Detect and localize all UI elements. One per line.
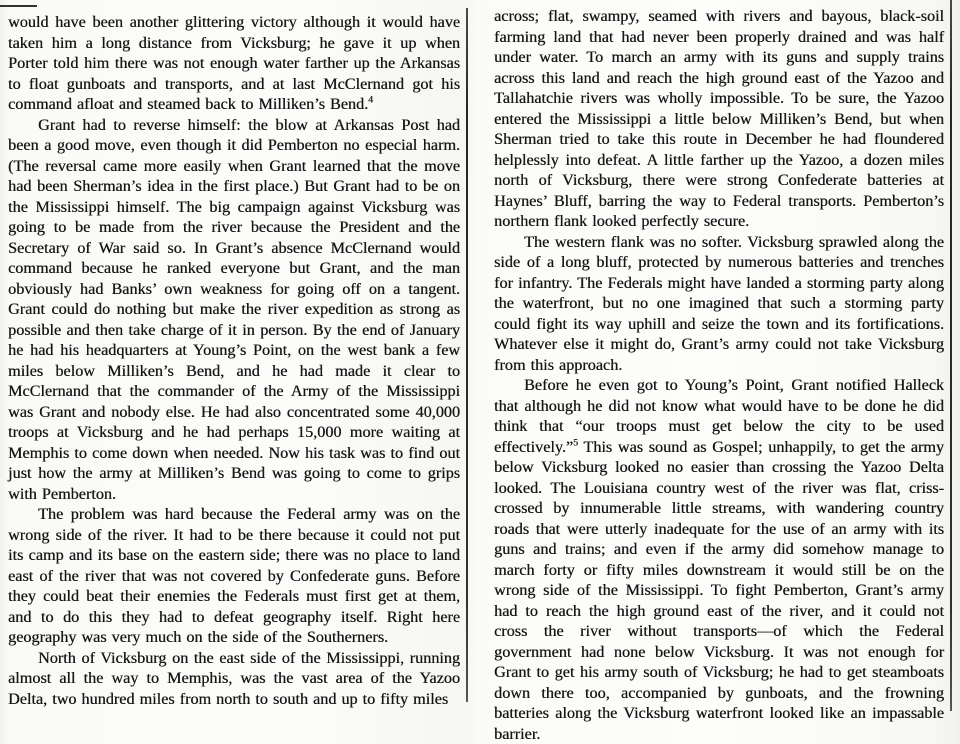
- text-column-right: [494, 6, 944, 744]
- text-column-left: [8, 12, 460, 709]
- footnote-marker: 5: [573, 437, 578, 449]
- page-edge-line-center: [466, 8, 468, 702]
- scan-artifact-line: [0, 5, 37, 7]
- paragraph: Grant had to reverse himself: the blow at Arkansas Post had been a good move, even though it did Pemberton no especial harm. (The reversal came more easily when Grant learned that the move had been Sherman’s idea in the first place.) But Grant had to be on the Mississippi himself. The big campaign against Vicksburg was going to be made from the river because the President and the Secretary of War said so. In Grant’s absence McClernand would command because he ranked everyone but Grant, and the man obviously had Banks’ own weakness for going off on a tangent. Grant could do nothing but make the river expedition as strong as possible and then take charge of it in person. By the end of January he had his headquarters at Young’s Point, on the west bank a few miles below Milliken’s Bend, and he had made it clear to McClernand that the commander of the Army of the Mississippi was Grant and nobody else. He had also concentrated some 40,000 troops at Vicksburg and he had perhaps 15,000 more waiting at Memphis to come down when needed. Now his task was to find out just how the army at Milliken’s Bend was going to come to grips with Pemberton.: [8, 115, 460, 503]
- paragraph: The problem was hard because the Federal army was on the wrong side of the river. It had to be there because it could not put its camp and its base on the eastern side; there was no place to land east of the river that was not covered by Confederate guns. Before they could beat their enemies the Federals must first get at them, and to do this they had to defeat geography itself. Right here geography was very much on the side of the Southerners.: [8, 505, 460, 646]
- footnote-marker: 4: [368, 94, 373, 106]
- paragraph: North of Vicksburg on the east side of the Mississippi, running almost all the way to Memphis, was the vast area of the Yazoo Delta, two hundred miles from north to south and up to fifty miles: [8, 648, 460, 708]
- paragraph: would have been another glittering victory although it would have taken him a long distance from Vicksburg; he gave it up when Porter told him there was not enough water farther up the Arkansas to float gunboats and transports, and at last McClernand got his command afloat and steamed back to Milliken’s Bend.$^4$: [8, 13, 460, 113]
- paragraph: The western flank was no softer. Vicksburg sprawled along the side of a long bluff, protected by numerous batteries and trenches for infantry. The Federals might have landed a storming party along the waterfront, but no one imagined that such a storming party could fight its way uphill and seize the town and its fortifications. Whatever else it might do, Grant’s army could not take Vicksburg from this approach.: [494, 232, 944, 374]
- page-edge-line-right: [950, 0, 952, 711]
- paragraph: Before he even got to Young’s Point, Grant notified Halleck that although he did not know what would have to be done he did think that “our troops must get below the city to be used effectively.”$^5$ This was sound as Gospel; unhappily, to get the army below Vicksburg looked no easier than crossing the Yazoo Delta looked. The Louisiana country west of the river was flat, criss-crossed by innumerable little streams, with wandering country roads that were utterly inadequate for the use of an army with its guns and trains; and even if the army did somehow manage to march forty or fifty miles downstream it would still be on the wrong side of the Mississippi. To fight Pemberton, Grant’s army had to reach the high ground east of the river, and it could not cross the river without transports—of which the Federal government had none below Vicksburg. It was not enough for Grant to get his army south of Vicksburg; he had to get steamboats down there too, accompanied by gunboats, and the frowning batteries along the Vicksburg waterfront looked like an impassable barrier.: [494, 376, 944, 743]
- paragraph: across; flat, swampy, seamed with rivers and bayous, black-soil farming land that had never been properly drained and was half under water. To march an army with its guns and supply trains across this land and reach the high ground east of the Yazoo and Tallahatchie rivers was wholly impossible. To be sure, the Yazoo entered the Mississippi a little below Milliken’s Bend, but when Sherman tried to take this route in December he had floundered helplessly into defeat. A little farther up the Yazoo, a dozen miles north of Vicksburg, there were strong Confederate batteries at Haynes’ Bluff, barring the way to Federal transports. Pemberton’s northern flank looked perfectly secure.: [494, 7, 944, 230]
